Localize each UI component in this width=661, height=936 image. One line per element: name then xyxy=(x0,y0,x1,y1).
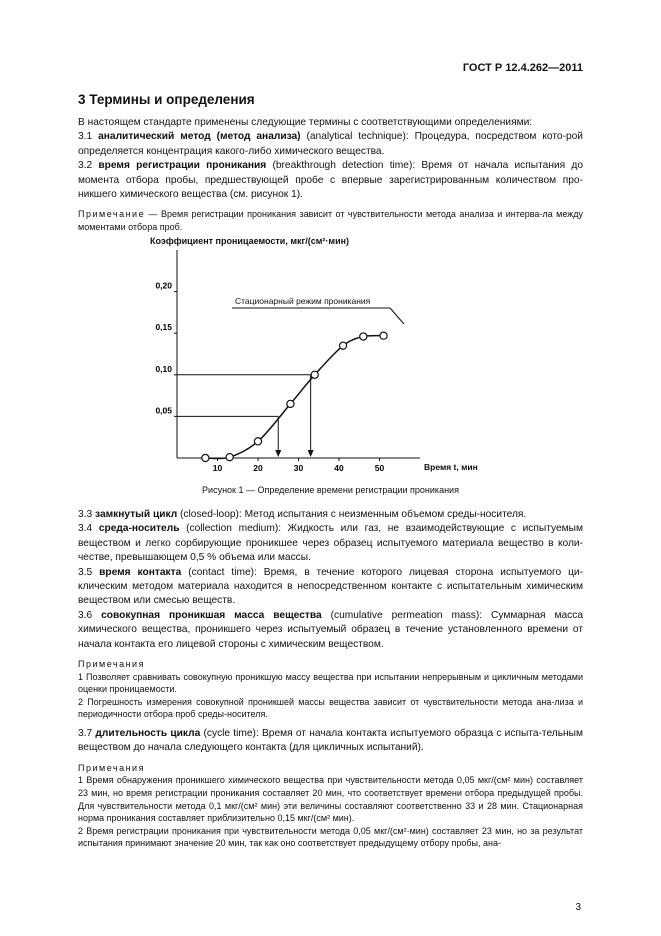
term-number: 3.4 xyxy=(78,523,93,535)
data-point xyxy=(339,342,346,349)
notes-label: Примечания xyxy=(78,762,145,773)
notes-3 xyxy=(78,762,583,850)
figure-caption: Рисунок 1 — Определение времени регистрации проникания xyxy=(202,485,459,495)
term-number: 3.3 xyxy=(78,509,93,520)
note-label: Примечание xyxy=(78,209,146,220)
data-point xyxy=(226,454,233,461)
y-tick-label: 0,05 xyxy=(155,405,172,416)
term-3-2 xyxy=(78,159,583,202)
x-tick-label: 40 xyxy=(334,463,344,473)
term-name: аналитический метод (метод анализа) xyxy=(98,131,301,143)
term-number: 3.5 xyxy=(78,566,93,578)
note-item: 2 Погрешность измерения совокупной проникшей массы вещества зависит от чувствительности метода ана-лиза и периодичности отбора проб среды-носителя. xyxy=(78,696,583,720)
chart xyxy=(140,232,520,480)
series-line xyxy=(205,336,383,459)
term-definition: (contact time): Время, в течение которого лицевая сторона испытуемого ци-клическим методом материала находится в непосредственном контакте с испытательным химическим веществом или смесью веществ. xyxy=(78,566,583,607)
note-text: — Время регистрации проникания зависит от чувствительности метода анализа и интерва-ла между моментами отбора проб. xyxy=(78,209,583,233)
x-tick-label: 20 xyxy=(253,463,263,473)
y-tick-label: 0,10 xyxy=(155,363,172,374)
chart-annotation: Стационарный режим проникания xyxy=(235,296,371,306)
term-definition: (breakthrough detection time): Время от начала испытания до момента отбора пробы, предшествующей пробе с впервые зарегистрированным количеством про-никшего химического вещества (см. рисунок 1). xyxy=(78,160,583,201)
x-tick-label: 50 xyxy=(374,463,385,473)
term-number: 3.7 xyxy=(78,728,93,740)
data-point xyxy=(287,400,294,407)
note-item: 1 Время обнаружения проникшего химического вещества при чувствительности метода 0,05 мкг/(см² мин) составляет 23 мин, но время регистрации проникания составляет 20 мин, что соответствует времени отбора предыдущей пробы. Для чувствительности метода 0,1 мкг/(см² мин) эти величины составляют соответственно 33 и 28 мин. Стационарная норма проникания составляет приблизительно 0,15 мкг/(см² мин). xyxy=(78,775,583,824)
data-point xyxy=(311,371,318,378)
intro-text: В настоящем стандарте применены следующие термины с соответствующими определениями: xyxy=(78,117,533,128)
term-name: среда-носитель xyxy=(98,523,180,535)
annotation-arrow xyxy=(390,308,404,324)
data-point xyxy=(380,332,387,339)
term-3-4 xyxy=(78,522,583,565)
term-3-1 xyxy=(78,130,583,159)
note-item: 1 Позволяет сравнивать совокупную проникшую массу вещества при испытании непрерывным и цикличным методами оценки проницаемости. xyxy=(78,671,583,695)
chart-xlabel: Время t, мин xyxy=(424,462,478,472)
document-code: ГОСТ Р 12.4.262—2011 xyxy=(462,62,583,74)
definitions-block-2 xyxy=(78,508,583,850)
threshold-arrowhead xyxy=(308,450,314,457)
term-name: время регистрации проникания xyxy=(98,160,267,172)
x-tick-label: 10 xyxy=(212,463,223,473)
notes-2 xyxy=(78,658,583,721)
y-tick-label: 0,20 xyxy=(155,280,172,291)
term-3-5 xyxy=(78,566,583,609)
term-definition: (cycle time): Время от начала контакта испытуемого образца с испыта-тельным веществом до начала следующего контакта (для цикличных испытаний). xyxy=(78,728,583,754)
section-title: 3 Термины и определения xyxy=(78,92,255,107)
term-name: время контакта xyxy=(99,566,182,578)
term-number: 3.6 xyxy=(78,609,93,621)
term-definition: (analytical technique): Процедура, посредством кото-рой определяется концентрация какого-либо химического вещества. xyxy=(78,131,583,157)
term-number: 3.1 xyxy=(78,131,93,143)
note-1 xyxy=(78,208,583,233)
term-3-7 xyxy=(78,727,583,756)
term-name: замкнутый цикл xyxy=(95,509,178,520)
data-point xyxy=(360,333,367,340)
term-3-3 xyxy=(78,508,583,522)
term-name: длительность цикла xyxy=(95,728,201,740)
note-item: 2 Время регистрации проникания при чувствительности метода 0,05 мкг/(см²·мин) составляет 23 мин, но за результат испытания принимают значение 20 мин, так как оно соответствует предыдущему отбору пробы, ана- xyxy=(78,825,583,849)
term-name: совокупная проникшая масса вещества xyxy=(101,609,322,621)
data-point xyxy=(254,438,261,445)
term-definition: (closed-loop): Метод испытания с неизменным объемом среды-носителя. xyxy=(177,509,527,520)
page-number: 3 xyxy=(575,902,581,913)
notes-label: Примечания xyxy=(78,659,145,670)
term-3-6 xyxy=(78,609,583,652)
threshold-arrowhead xyxy=(275,450,281,457)
term-definition: (cumulative permeation mass): Суммарная масса химического вещества, проникшего через испытуемый образец в течение установленного времени от начала контакта его лицевой стороны с химическим веществом. xyxy=(78,609,583,650)
data-point xyxy=(202,454,209,461)
definitions-block-1 xyxy=(78,116,583,234)
term-number: 3.2 xyxy=(78,160,93,172)
y-tick-label: 0,15 xyxy=(155,322,172,333)
x-tick-label: 30 xyxy=(293,463,304,473)
term-definition: (collection medium): Жидкость или газ, не взаимодействующие с испытуемым веществом и легко сорбирующие проникшее через образец испытуемого материала вещество в коли-честве, превышающем 0,5 % объема или массы. xyxy=(78,523,583,564)
chart-ylabel: Коэффициент проницаемости, мкг/(см²·мин) xyxy=(150,236,350,246)
